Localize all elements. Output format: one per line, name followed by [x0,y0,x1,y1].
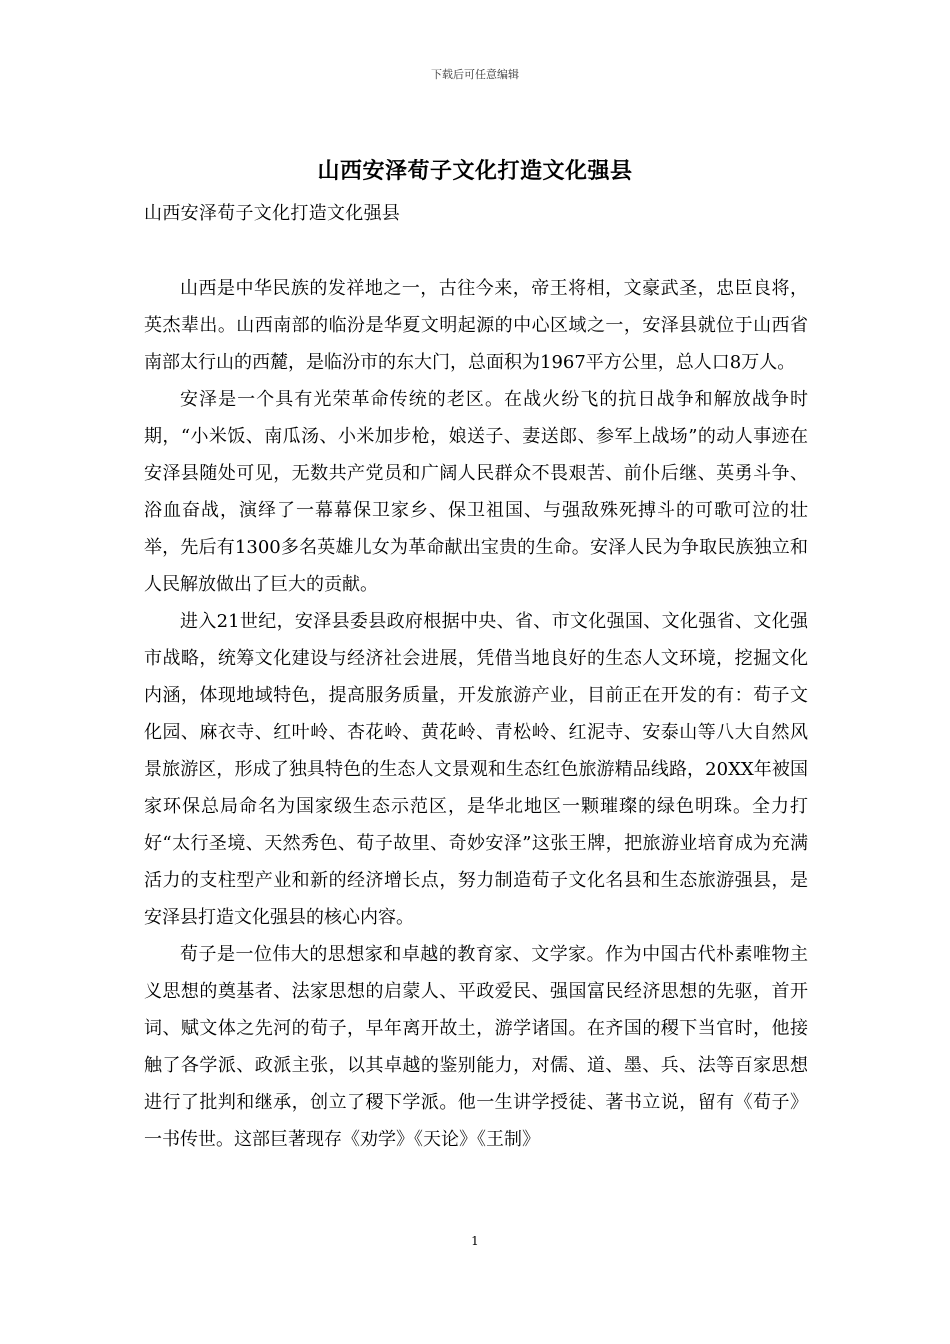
document-body [144,270,808,1158]
paragraph: 荀子是一位伟大的思想家和卓越的教育家、文学家。作为中国古代朴素唯物主义思想的奠基者、法家思想的启蒙人、平政爱民、强国富民经济思想的先驱，首开词、赋文体之先河的荀子，早年离开故土，游学诸国。在齐国的稷下当官时，他接触了各学派、政派主张，以其卓越的鉴别能力，对儒、道、墨、兵、法等百家思想进行了批判和继承，创立了稷下学派。他一生讲学授徒、著书立说，留有《荀子》一书传世。这部巨著现存《劝学》《天论》《王制》 [144,944,808,1150]
header-note: 下载后可任意编辑 [431,68,519,81]
paragraph: 进入21世纪，安泽县委县政府根据中央、省、市文化强国、文化强省、文化强市战略，统筹文化建设与经济社会进展，凭借当地良好的生态人文环境，挖掘文化内涵，体现地域特色，提高服务质量，开发旅游产业，目前正在开发的有：荀子文化园、麻衣寺、红叶岭、杏花岭、黄花岭、青松岭、红泥寺、安泰山等八大自然风景旅游区，形成了独具特色的生态人文景观和生态红色旅游精品线路，20XX年被国家环保总局命名为国家级生态示范区，是华北地区一颗璀璨的绿色明珠。全力打好“太行圣境、天然秀色、荀子故里、奇妙安泽”这张王牌，把旅游业培育成为充满活力的支柱型产业和新的经济增长点，努力制造荀子文化名县和生态旅游强县，是安泽县打造文化强县的核心内容。 [144,611,808,928]
document-title: 山西安泽荀子文化打造文化强县 [317,158,633,184]
paragraph: 安泽是一个具有光荣革命传统的老区。在战火纷飞的抗日战争和解放战争时期，“小米饭、南瓜汤、小米加步枪，娘送子、妻送郎、参军上战场”的动人事迹在安泽县随处可见，无数共产党员和广阔人民群众不畏艰苦、前仆后继、英勇斗争、浴血奋战，演绎了一幕幕保卫家乡、保卫祖国、与强敌殊死搏斗的可歌可泣的壮举，先后有1300多名英雄儿女为革命献出宝贵的生命。安泽人民为争取民族独立和人民解放做出了巨大的贡献。 [144,389,808,595]
page-number: 1 [471,1234,479,1248]
paragraph: 山西是中华民族的发祥地之一，古往今来，帝王将相，文豪武圣，忠臣良将，英杰辈出。山西南部的临汾是华夏文明起源的中心区域之一，安泽县就位于山西省南部太行山的西麓，是临汾市的东大门，总面积为1967平方公里，总人口8万人。 [144,278,808,373]
document-subtitle: 山西安泽荀子文化打造文化强县 [144,203,401,224]
